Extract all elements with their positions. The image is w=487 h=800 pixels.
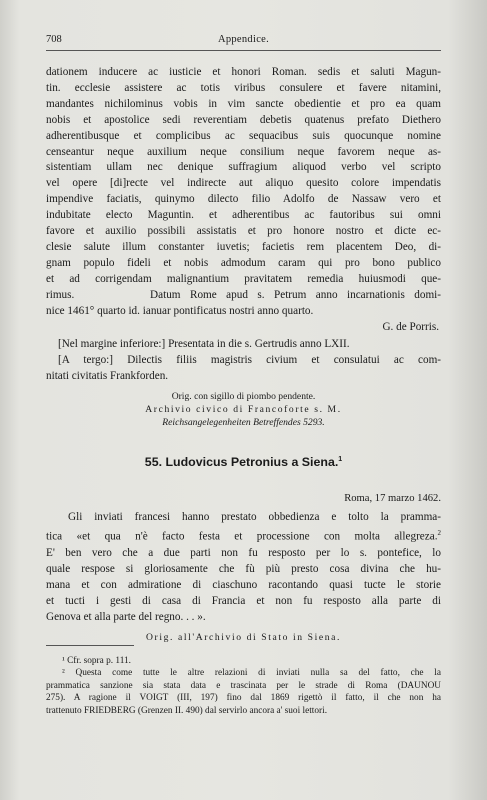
- text-line: sistentiam ullam nec denique suffragium aliquod verbo vel scripto: [46, 161, 441, 174]
- latin-document-text: [46, 65, 441, 320]
- text-line: Genova et alla parte del regno. . . ».: [46, 610, 206, 623]
- text-line: rimus. Datum Rome apud s. Petrum anno incarnationis domi-: [46, 288, 441, 301]
- text-line: et ad corrigendam malignantium pravitatem remedia huiusmodi que-: [46, 272, 441, 285]
- header-rule: [46, 50, 441, 51]
- running-header: [46, 34, 441, 45]
- page-number: 708: [46, 34, 62, 45]
- footnote-line: prammatica sanzione sia stata data e trascinata per le strade di Roma (DAUNOU: [46, 680, 441, 691]
- italian-letter-text: [46, 510, 441, 625]
- source-citation-2: Orig. all'Archivio di Stato in Siena.: [146, 631, 341, 643]
- text-line: dationem inducere ac iusticie et honori Roman. sedis et saluti Magun-: [46, 66, 441, 78]
- source-citation: [46, 391, 441, 429]
- text-line: adherentibusque et complicibus ac sequacibus suis quocunque nomine: [46, 129, 441, 142]
- section-heading: [46, 452, 441, 471]
- text-line: gnam populo fideli et nobis admodum caram qui pro bono publico: [46, 256, 441, 269]
- text-line: clesie salute illum constanter iuvetis; facietis rem placentem Deo, di-: [46, 240, 441, 253]
- source-line: Orig. con sigillo di piombo pendente.: [171, 391, 316, 403]
- footnote-line: trattenuto FRIEDBERG (Grenzen II. 490) dal servirlo ancora a' suoi lettori.: [46, 705, 328, 716]
- note-line: [Nel margine inferiore:] Presentata in die s. Gertrudis anno LXII.: [58, 338, 350, 351]
- text-line: nice 1461° quarto id. ianuar pontificatus nostri anno quarto.: [46, 304, 314, 317]
- section-heading-text: 55. Ludovicus Petronius a Siena.: [144, 454, 339, 469]
- text-line: et tucti i gesti di casa di Francia et non fu resposto alla parte di: [46, 594, 441, 607]
- footnote-ref: 2: [437, 529, 441, 538]
- archive-reference: Reichsangelegenheiten Betreffendes 5293.: [162, 416, 325, 428]
- signature: G. de Porris.: [382, 320, 439, 333]
- text-line: mandantes nichilominus vobis in vim sancte obedientie et pro ea quam: [46, 97, 441, 110]
- page-body: [46, 65, 441, 644]
- text-line: indubitate electo Maguntin. et adherentibus ac fautoribus sui omni: [46, 209, 441, 222]
- footnote-line: ² Questa come tutte le altre relazioni di inviati nulla sa del fatto, che la: [62, 668, 441, 679]
- text-line: nobis et apostolice sedi reverentiam debetis quatenus prefato Diethero: [46, 113, 441, 126]
- footnote-line: 275). A ragione il VOIGT (III, 197) fino dal 1869 rigettò il fatto, il che non ha: [46, 693, 441, 704]
- text-line: favore et auxilio possibili assistatis et pro honore nostro et dicte ec-: [46, 225, 441, 238]
- text-line: censeantur neque auxilium neque consilium neque favorem neque as-: [46, 145, 441, 158]
- text-line: E' ben vero che a due parti non fu resposto per lo s. pontefice, lo: [46, 547, 441, 559]
- footnote-line: ¹ Cfr. sopra p. 111.: [62, 656, 131, 666]
- date-line: Roma, 17 marzo 1462.: [344, 492, 441, 504]
- text-line: tin. ecclesie assistere ac totis viribus consulere et favere nitamini,: [46, 81, 441, 94]
- text-line: tica «et qua n'è facto festa et processione con molta allegreza.$^2$: [46, 529, 441, 544]
- text-line: impendive faciatis, quinymo dilecto filio Adolfo de Nassaw vero et: [46, 193, 441, 206]
- text-line: Gli inviati francesi hanno prestato obbedienza e tolto la pramma-: [68, 511, 441, 524]
- archive-name: Archivio civico di Francoforte s. M.: [145, 403, 342, 415]
- archival-notes: [46, 337, 441, 385]
- footnote-ref: 1: [338, 455, 343, 463]
- footnotes: [46, 655, 441, 717]
- note-line: nitati civitatis Frankforden.: [46, 370, 169, 383]
- text-line: mana et con admiratione di ciaschuno racontando quasi tucte le storie: [46, 578, 441, 591]
- running-title: Appendice.: [217, 34, 270, 45]
- footnote-rule: [46, 645, 134, 646]
- text-line: quale respose si gloriosamente che fù più presto cosa divina che hu-: [46, 562, 441, 575]
- note-line: [A tergo:] Dilectis filiis magistris civium et consulatui ac com-: [58, 354, 441, 367]
- text-line: vel opere [di]recte vel indirecte aut aliquo quesito colore impendatis: [46, 177, 441, 190]
